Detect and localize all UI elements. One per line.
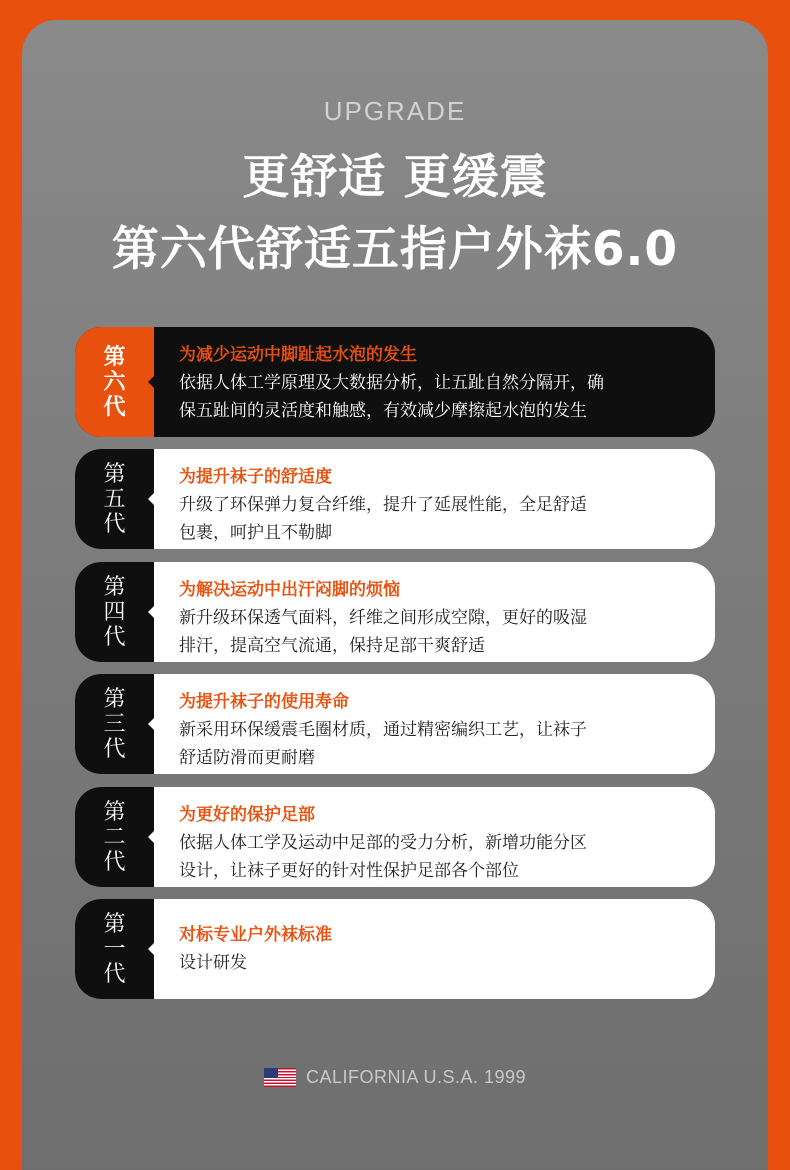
generation-tab [75,449,154,549]
tab-char: 代 [103,849,126,875]
tab-char: 第 [103,461,126,487]
generation-desc-line: 升级了环保弹力复合纤维，提升了延展性能，全足舒适 [179,495,587,515]
generation-card-5 [75,449,715,549]
eyebrow-label: UPGRADE [323,96,467,126]
generation-heading: 对标专业户外袜标准 [179,925,332,945]
generation-tab [75,787,154,887]
generation-card-4 [75,562,715,662]
generation-desc-line: 设计研发 [179,953,247,973]
footer [0,1067,790,1088]
tab-char: 三 [103,711,126,737]
tab-char: 代 [103,736,126,762]
pointer-arrow-icon [148,492,155,506]
generation-body [179,921,695,977]
generation-card-2 [75,787,715,887]
generation-desc-line: 舒适防滑而更耐磨 [179,748,315,768]
tab-char: 代 [103,961,126,987]
tab-char: 第 [103,911,126,937]
tab-char: 六 [103,369,126,395]
tab-char: 代 [103,624,126,650]
generation-desc-line: 新升级环保透气面料，纤维之间形成空隙，更好的吸湿 [179,608,587,628]
generation-body [179,463,695,547]
generation-heading: 为提升袜子的舒适度 [179,467,332,487]
generation-heading: 为解决运动中出汗闷脚的烦恼 [179,580,400,600]
tab-char: 代 [103,394,126,420]
pointer-arrow-icon [148,830,155,844]
generation-desc-line: 依据人体工学及运动中足部的受力分析，新增功能分区 [179,833,587,853]
generation-tab [75,674,154,774]
generation-card-1 [75,899,715,999]
generation-body [179,688,695,772]
us-flag-icon [264,1068,296,1087]
generation-body [179,576,695,660]
generation-tab [75,899,154,999]
generation-tab [75,327,154,437]
generation-card-3 [75,674,715,774]
generation-desc-line: 保五趾间的灵活度和触感，有效减少摩擦起水泡的发生 [179,401,587,421]
tab-char: 代 [103,511,126,537]
generation-desc-line: 设计，让袜子更好的针对性保护足部各个部位 [179,861,519,881]
generation-heading: 为更好的保护足部 [179,805,315,825]
tab-char: 一 [103,936,126,962]
pointer-arrow-icon [148,942,155,956]
generation-heading: 为减少运动中脚趾起水泡的发生 [179,345,417,365]
generation-desc-line: 排汗，提高空气流通，保持足部干爽舒适 [179,636,485,656]
generation-card-6 [75,327,715,437]
page-subtitle: 第六代舒适五指户外袜6.0 [111,222,679,277]
tab-char: 第 [103,574,126,600]
generation-heading: 为提升袜子的使用寿命 [179,692,349,712]
generation-desc-line: 依据人体工学原理及大数据分析，让五趾自然分隔开，确 [179,373,604,393]
footer-brand-text: CALIFORNIA U.S.A. 1999 [305,1067,527,1087]
generation-desc-line: 包裹，呵护且不勒脚 [179,523,332,543]
tab-char: 二 [103,824,126,850]
page-title: 更舒适 更缓震 [242,150,548,205]
generation-body [179,801,695,885]
pointer-arrow-icon [148,605,155,619]
tab-char: 四 [103,599,126,625]
tab-char: 五 [103,486,126,512]
tab-char: 第 [103,686,126,712]
generation-desc-line: 新采用环保缓震毛圈材质，通过精密编织工艺，让袜子 [179,720,587,740]
pointer-arrow-icon [148,717,155,731]
tab-char: 第 [103,799,126,825]
generation-body [179,341,695,425]
generation-tab [75,562,154,662]
tab-char: 第 [103,344,126,370]
pointer-arrow-icon [148,375,155,389]
